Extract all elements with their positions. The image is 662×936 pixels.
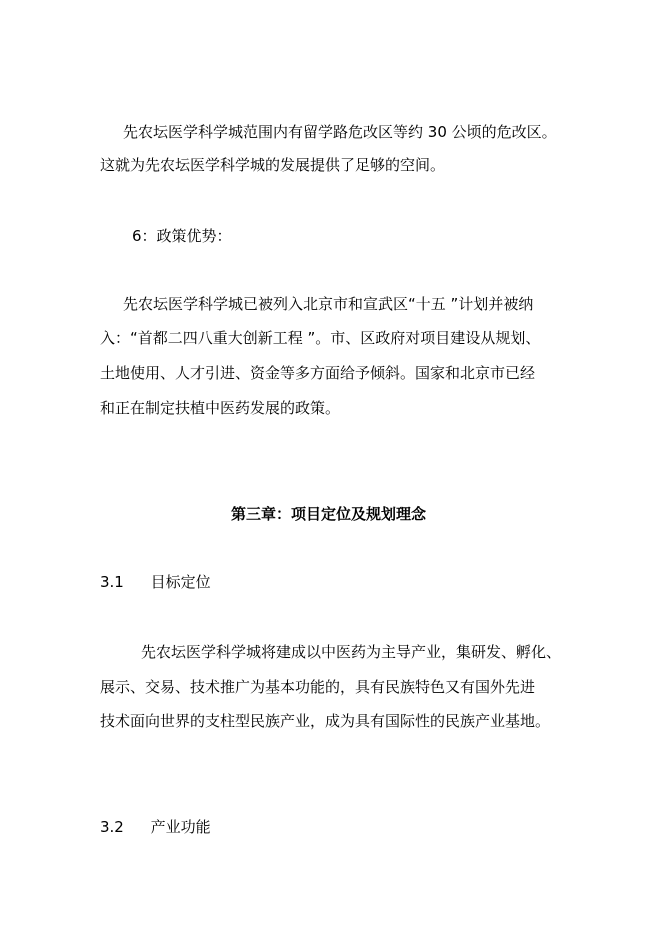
para1-line1: 先农坛医学科学城范围内有留学路危改区等约 30 公顷的危改区。: [123, 123, 557, 141]
section-title: 产业功能: [150, 818, 211, 836]
section-title: 目标定位: [150, 573, 211, 591]
para3-line2: 展示、交易、技术推广为基本功能的，具有民族特色又有国外先进: [100, 678, 536, 696]
para2-line2: 入：“首都二四八重大创新工程 ”。市、区政府对项目建设从规划、: [100, 329, 541, 347]
para2-line4: 和正在制定扶植中医药发展的政策。: [100, 399, 341, 417]
para3-line3: 技术面向世界的支柱型民族产业，成为具有国际性的民族产业基地。: [100, 712, 551, 730]
section-3-1-heading: [100, 572, 211, 592]
para3-line1: 先农坛医学科学城将建成以中医药为主导产业，集研发、孵化、: [141, 643, 562, 661]
list-item-policy-advantage: 6：政策优势：: [132, 227, 232, 245]
para2-line1: 先农坛医学科学城已被列入北京市和宣武区“十五 ”计划并被纳: [123, 295, 534, 313]
para2-line3: 土地使用、人才引进、资金等多方面给予倾斜。国家和北京市已经: [100, 364, 536, 382]
section-number: 3.1: [100, 573, 124, 591]
chapter-title: 第三章：项目定位及规划理念: [231, 505, 427, 523]
section-3-2-heading: [100, 817, 211, 837]
para1-line2: 这就为先农坛医学科学城的发展提供了足够的空间。: [100, 156, 446, 174]
section-number: 3.2: [100, 818, 124, 836]
